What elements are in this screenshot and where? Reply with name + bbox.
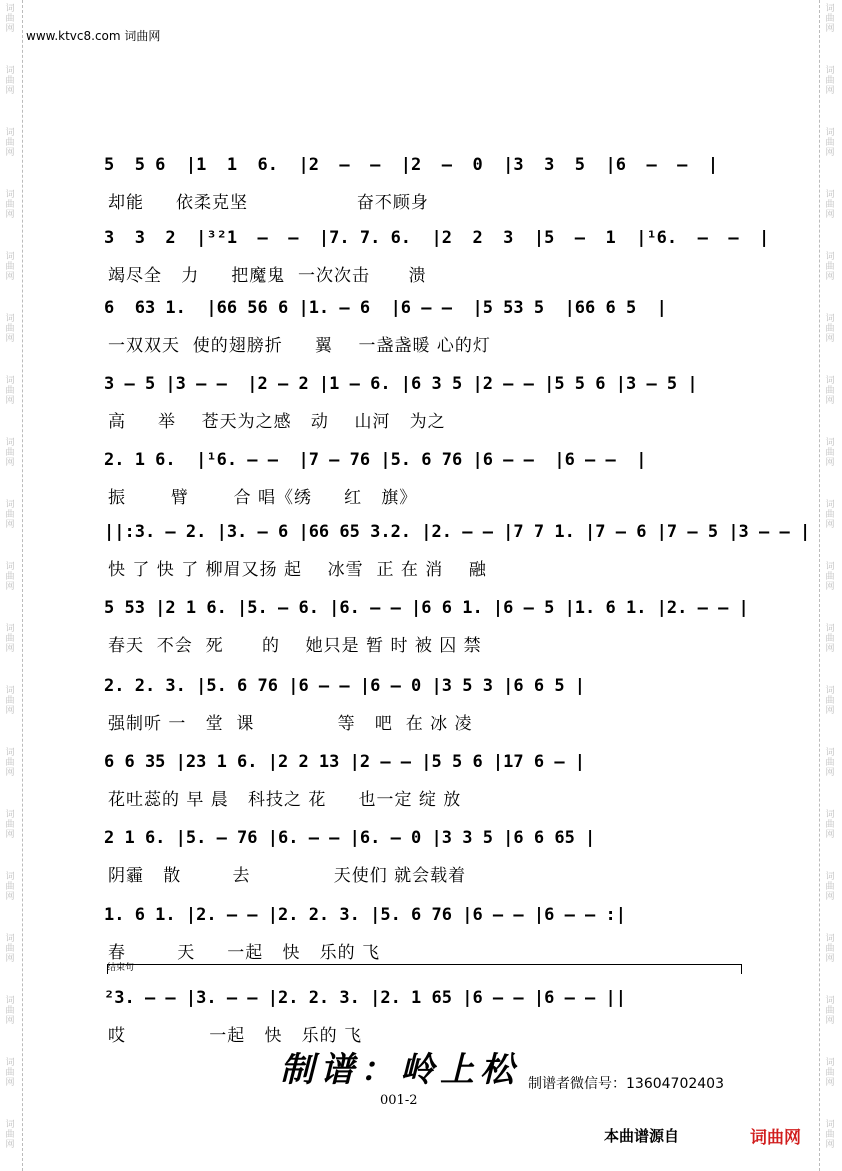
watermark-text: 词 曲 网 bbox=[5, 562, 15, 592]
lyric-line: 哎 一起 快 乐的 飞 bbox=[108, 1026, 363, 1046]
lyric-line: 春 天 一起 快 乐的 飞 bbox=[108, 943, 381, 963]
lyric-line: 春天 不会 死 的 她只是 暂 时 被 囚 禁 bbox=[108, 636, 482, 656]
ending-bracket-right bbox=[741, 964, 742, 974]
watermark-text: 词 曲 网 bbox=[5, 190, 15, 220]
watermark-text: 词 曲 网 bbox=[825, 810, 835, 840]
right-watermark-strip bbox=[819, 0, 842, 1171]
notation-line: 2 1 6. |5. – 76 |6. – – |6. – 0 |3 3 5 |6 6 65 | bbox=[104, 828, 596, 848]
watermark-text: 词 曲 网 bbox=[5, 934, 15, 964]
lyric-line: 竭尽全 力 把魔鬼 一次次击 溃 bbox=[108, 266, 427, 286]
watermark-text: 词 曲 网 bbox=[825, 252, 835, 282]
score-maker: 制谱：岭上松 bbox=[280, 1050, 520, 1090]
watermark-text: 词 曲 网 bbox=[825, 562, 835, 592]
source-label: 本曲谱源自 bbox=[604, 1127, 680, 1145]
notation-line: 6 6 35 |23 1 6. |2 2 13 |2 – – |5 5 6 |17 6 – | bbox=[104, 752, 586, 772]
watermark-text: 词 曲 网 bbox=[825, 190, 835, 220]
notation-line: 2. 1 6. |¹6. – – |7 – 76 |5. 6 76 |6 – – |6 – – | bbox=[104, 450, 647, 470]
notation-line: 3 – 5 |3 – – |2 – 2 |1 – 6. |6 3 5 |2 – – |5 5 6 |3 – 5 | bbox=[104, 374, 698, 394]
notation-line: 5 5 6 |1 1 6. |2 – – |2 – 0 |3 3 5 |6 – – | bbox=[104, 155, 719, 175]
watermark-text: 词 曲 网 bbox=[825, 500, 835, 530]
site-header[interactable]: www.ktvc8.com 词曲网 bbox=[26, 29, 161, 43]
watermark-text: 词 曲 网 bbox=[825, 1120, 835, 1150]
watermark-text: 词 曲 网 bbox=[825, 4, 835, 34]
lyric-line: 强制听 一 堂 课 等 吧 在 冰 凌 bbox=[108, 714, 473, 734]
notation-line: 5 53 |2 1 6. |5. – 6. |6. – – |6 6 1. |6 – 5 |1. 6 1. |2. – – | bbox=[104, 598, 749, 618]
watermark-text: 词 曲 网 bbox=[825, 686, 835, 716]
watermark-text: 词 曲 网 bbox=[825, 314, 835, 344]
ending-bracket-left bbox=[107, 964, 108, 974]
notation-line: ²3. – – |3. – – |2. 2. 3. |2. 1 65 |6 – – |6 – – || bbox=[104, 988, 626, 1008]
watermark-text: 词 曲 网 bbox=[825, 934, 835, 964]
watermark-text: 词 曲 网 bbox=[5, 872, 15, 902]
page-number: 001-2 bbox=[380, 1093, 418, 1108]
watermark-text: 词 曲 网 bbox=[5, 128, 15, 158]
watermark-text: 词 曲 网 bbox=[5, 686, 15, 716]
watermark-text: 词 曲 网 bbox=[825, 66, 835, 96]
lyric-line: 高 举 苍天为之感 动 山河 为之 bbox=[108, 412, 446, 432]
lyric-line: 一双双天 使的翅膀折 翼 一盏盏暖 心的灯 bbox=[108, 336, 491, 356]
watermark-text: 词 曲 网 bbox=[825, 128, 835, 158]
watermark-text: 词 曲 网 bbox=[825, 1058, 835, 1088]
watermark-text: 词 曲 网 bbox=[825, 996, 835, 1026]
lyric-line: 振 臂 合 唱《绣 红 旗》 bbox=[108, 488, 418, 508]
ending-bracket bbox=[107, 964, 742, 965]
lyric-line: 花吐蕊的 早 晨 科技之 花 也一定 绽 放 bbox=[108, 790, 462, 810]
source-brand-link[interactable]: 词曲网 bbox=[750, 1128, 801, 1148]
watermark-text: 词 曲 网 bbox=[825, 438, 835, 468]
lyric-line: 阴霾 散 去 天使们 就会载着 bbox=[108, 866, 467, 886]
watermark-text: 词 曲 网 bbox=[5, 1120, 15, 1150]
notation-line: 2. 2. 3. |5. 6 76 |6 – – |6 – 0 |3 5 3 |6 6 5 | bbox=[104, 676, 586, 696]
notation-line: ||:3. – 2. |3. – 6 |66 65 3.2. |2. – – |7 7 1. |7 – 6 |7 – 5 |3 – – | bbox=[104, 522, 811, 542]
lyric-line: 快 了 快 了 柳眉又扬 起 冰雪 正 在 消 融 bbox=[108, 560, 487, 580]
watermark-text: 词 曲 网 bbox=[5, 438, 15, 468]
watermark-text: 词 曲 网 bbox=[5, 4, 15, 34]
watermark-text: 词 曲 网 bbox=[5, 624, 15, 654]
lyric-line: 却能 依柔克坚 奋不顾身 bbox=[108, 193, 429, 213]
watermark-text: 词 曲 网 bbox=[5, 810, 15, 840]
watermark-text: 词 曲 网 bbox=[5, 314, 15, 344]
watermark-text: 词 曲 网 bbox=[5, 66, 15, 96]
watermark-text: 词 曲 网 bbox=[825, 624, 835, 654]
watermark-text: 词 曲 网 bbox=[5, 996, 15, 1026]
watermark-text: 词 曲 网 bbox=[5, 748, 15, 778]
left-watermark-strip bbox=[0, 0, 23, 1171]
watermark-text: 词 曲 网 bbox=[825, 748, 835, 778]
notation-line: 3 3 2 |³²1 – – |7. 7. 6. |2 2 3 |5 – 1 |¹6. – – | bbox=[104, 228, 770, 248]
watermark-text: 词 曲 网 bbox=[825, 872, 835, 902]
ending-label: 结束句 bbox=[107, 963, 135, 973]
watermark-text: 词 曲 网 bbox=[825, 376, 835, 406]
notation-line: 6 63 1. |66 56 6 |1. – 6 |6 – – |5 53 5 |66 6 5 | bbox=[104, 298, 667, 318]
watermark-text: 词 曲 网 bbox=[5, 376, 15, 406]
maker-wechat: 制谱者微信号：13604702403 bbox=[528, 1076, 724, 1092]
notation-line: 1. 6 1. |2. – – |2. 2. 3. |5. 6 76 |6 – – |6 – – :| bbox=[104, 905, 626, 925]
watermark-text: 词 曲 网 bbox=[5, 252, 15, 282]
watermark-text: 词 曲 网 bbox=[5, 500, 15, 530]
watermark-text: 词 曲 网 bbox=[5, 1058, 15, 1088]
